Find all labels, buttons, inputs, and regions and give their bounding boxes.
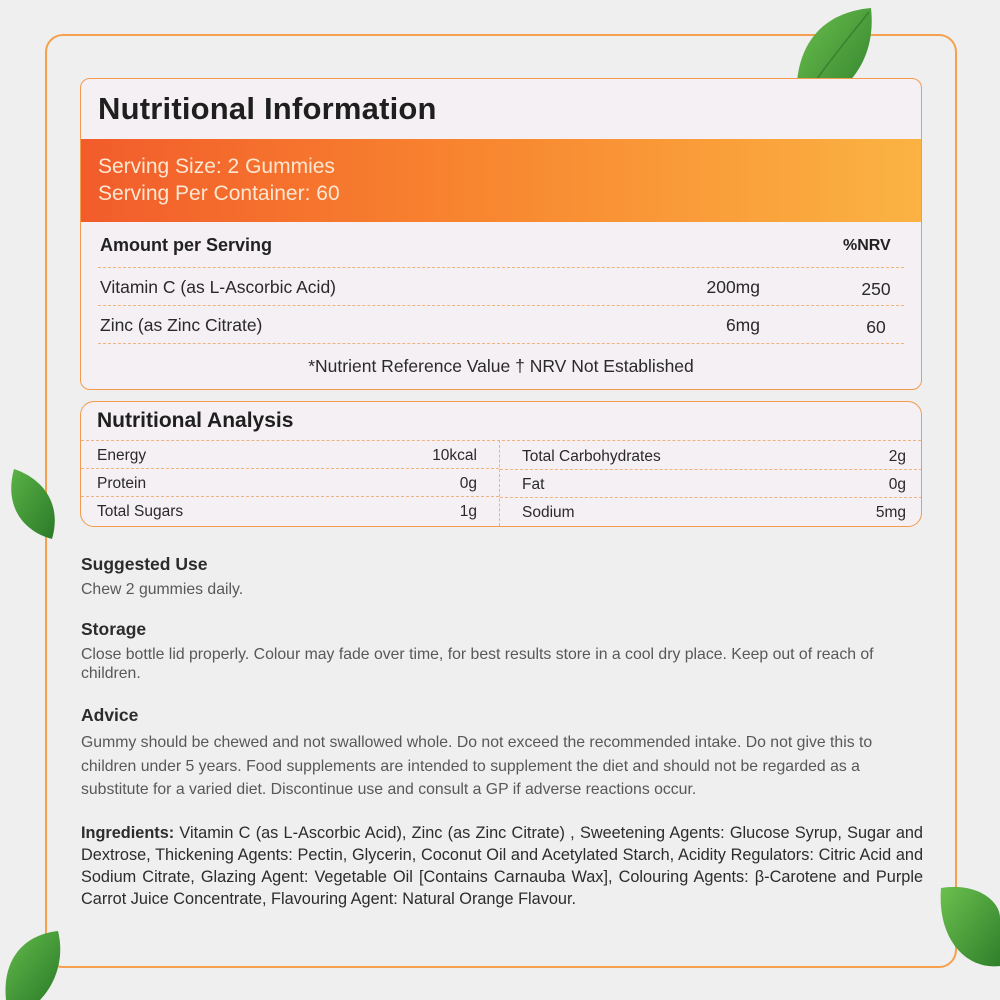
- ingredients-section: [81, 822, 923, 910]
- leaf-icon: [935, 878, 1000, 973]
- analysis-name: Energy: [97, 447, 147, 464]
- nutrient-name: Vitamin C (as L-Ascorbic Acid): [100, 277, 337, 297]
- nutritional-information-title: Nutritional Information: [98, 91, 437, 126]
- ingredients-text: Vitamin C (as L-Ascorbic Acid), Zinc (as Zinc Citrate) , Sweetening Agents: Glucose Syrup, Sugar and Dextrose, Thickening Agents: Pectin, Glycerin, Coconut Oil and Acetylated Starch, Acidity Regulators: Citric Acid and Sodium Citrate, Glazing Agent: Vegetable Oil [Contains Carnauba Wax], Colouring Agents: β-Carotene and Purple Carrot Juice Concentrate, Flavouring Agent: Natural Orange Flavour.: [81, 824, 923, 908]
- analysis-value: 5mg: [875, 504, 906, 521]
- leaf-icon: [0, 465, 62, 543]
- analysis-name: Total Carbohydrates: [522, 448, 661, 465]
- leaf-icon: [0, 925, 62, 1000]
- serving-band: [81, 139, 921, 222]
- analysis-value: 0g: [888, 476, 906, 493]
- table-row: [500, 470, 922, 498]
- table-row: [81, 497, 499, 525]
- nutrient-amount: 6mg: [725, 315, 760, 335]
- table-row: [98, 306, 904, 344]
- analysis-value: 2g: [888, 448, 906, 465]
- nutritional-analysis-title: Nutritional Analysis: [97, 409, 294, 432]
- suggested-use-heading: Suggested Use: [81, 554, 208, 574]
- suggested-use-section: [81, 554, 923, 599]
- nutrient-nrv: 250: [861, 279, 891, 299]
- table-row: [500, 442, 922, 470]
- nutrient-nrv: 60: [866, 317, 886, 337]
- storage-heading: Storage: [81, 619, 147, 639]
- analysis-value: 10kcal: [432, 447, 477, 464]
- advice-section: [81, 705, 923, 802]
- table-row: [81, 441, 499, 469]
- table-row: [81, 469, 499, 497]
- ingredients-label: Ingredients:: [81, 824, 175, 842]
- servings-per-container: Serving Per Container: 60: [98, 182, 340, 205]
- analysis-name: Total Sugars: [97, 503, 184, 520]
- analysis-name: Protein: [97, 475, 147, 492]
- nrv-header: %NRV: [843, 237, 891, 254]
- table-row: [98, 268, 904, 306]
- nutrient-name: Zinc (as Zinc Citrate): [100, 315, 263, 335]
- analysis-value: 1g: [459, 503, 477, 520]
- storage-text: Close bottle lid properly. Colour may fade over time, for best results store in a cool dry place. Keep out of reach of children.: [81, 646, 874, 682]
- analysis-name: Fat: [522, 476, 545, 493]
- suggested-use-text: Chew 2 gummies daily.: [81, 581, 244, 598]
- nutrient-amount: 200mg: [706, 277, 760, 297]
- analysis-name: Sodium: [522, 504, 575, 521]
- serving-size: Serving Size: 2 Gummies: [98, 155, 335, 178]
- advice-heading: Advice: [81, 705, 139, 725]
- amount-per-serving-label: Amount per Serving: [100, 235, 273, 255]
- table-row: [500, 498, 922, 526]
- storage-section: [81, 619, 923, 683]
- amount-header-row: [98, 222, 904, 268]
- advice-text: Gummy should be chewed and not swallowed whole. Do not exceed the recommended intake. Do not give this to children under 5 years. Food supplements are intended to supplement the diet and should not be regarded as a substitute for a varied diet. Discontinue use and consult a GP if adverse reactions occur.: [81, 734, 873, 798]
- nutritional-analysis-card: [80, 401, 922, 527]
- nutritional-information-card: [80, 78, 922, 390]
- analysis-value: 0g: [459, 475, 477, 492]
- nrv-footnote: *Nutrient Reference Value † NRV Not Established: [308, 356, 694, 376]
